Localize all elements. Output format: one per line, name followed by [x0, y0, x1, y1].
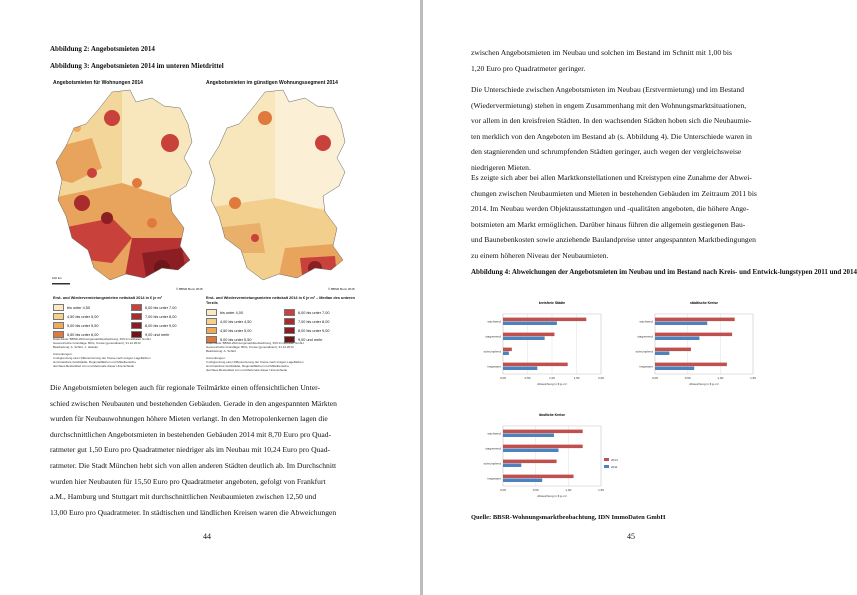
x-tick-label: 1,50 — [598, 488, 604, 492]
legend-swatch — [206, 318, 217, 325]
text-line: (Wiedervermietung) stehen in engem Zusammenhang mit den Wohnungsmarktsituationen, — [471, 100, 747, 110]
source-line: Geometrische Grundlage: BKG, Kreise (generalisiert), 31.12.2013 — [53, 340, 141, 345]
bar — [503, 434, 554, 438]
category-label: schrumpfend — [483, 349, 501, 354]
source-line: Geometrische Grundlage: BKG, Kreise (generalisiert), 31.12.2013 — [206, 344, 294, 349]
category-label: wachsend — [487, 319, 501, 324]
chart-laendliche-kreise — [471, 408, 618, 523]
legend-label: 4,50 bis unter 5,00 — [220, 328, 252, 333]
legend-label: 2014 — [611, 458, 618, 462]
figure-caption-2: Abbildung 2: Angebotsmieten 2014 — [50, 45, 155, 53]
legend-swatch — [131, 313, 142, 320]
legend-label: 2011 — [611, 465, 618, 469]
x-tick-label: 1,00 — [565, 488, 572, 492]
legend-swatch — [284, 327, 295, 334]
source-note: Quelle: BBSR-Wohnungsmarktbeobachtung, IDN ImmoDaten GmbH — [471, 514, 666, 521]
page-left — [0, 0, 420, 595]
category-label: stagnierend — [485, 446, 501, 451]
map-right — [205, 88, 355, 293]
text-line: durchschnittlichen Angebotsmieten in bestehenden Gebäuden 2014 mit 8,70 Euro pro Quad- — [50, 429, 332, 439]
bar — [655, 352, 669, 356]
bar — [503, 479, 542, 483]
source-line: sind kreisfreie Großstädte, Regionalflächen und Mittelbereiche — [206, 363, 289, 368]
category-label: wachsend — [639, 319, 653, 324]
legend-swatch — [284, 318, 295, 325]
legend-item — [284, 327, 356, 334]
x-tick-label: 0,00 — [500, 376, 506, 380]
map-right-title: Angebotsmieten im günstigen Wohnungssegment 2014 — [206, 80, 338, 86]
category-label: wachsend — [487, 431, 501, 436]
bar — [503, 333, 554, 337]
text-line: zu einem höheren Niveau der Neubaumieten. — [471, 250, 609, 260]
legend-item — [53, 313, 125, 320]
legend-label: 7,00 bis unter 8,00 — [298, 319, 330, 324]
x-axis-label: Abweichung in € je m² — [537, 382, 567, 386]
legend-item — [131, 322, 203, 329]
source-line: Anmerkungen: — [53, 352, 73, 357]
text-line: ten merklich von den Angeboten im Bestand ab (s. Abbildung 4). Die Unterschiede waren in — [471, 131, 752, 141]
bar — [503, 430, 583, 434]
body-paragraph-left — [50, 380, 370, 520]
legend-swatch — [131, 304, 142, 311]
map-left-scale: 100 km — [52, 276, 62, 280]
bar — [655, 333, 732, 337]
map-left-title: Angebotsmieten für Wohnungen 2014 — [53, 80, 143, 86]
chart-title: kreisfreie Städte — [538, 301, 566, 305]
legend-item — [131, 304, 203, 311]
text-line: a.M., Hamburg und Stuttgart mit durchschnittlichen Neubaumieten zwischen 12,50 und — [50, 492, 317, 502]
legend-item — [284, 309, 356, 316]
chart-kreisfreie-staedte — [471, 296, 611, 411]
text-line: 13,00 Euro pro Quadratmeter. In städtischen und ländlichen Kreisen waren die Abweichungen — [50, 507, 337, 517]
legend-item — [206, 309, 278, 316]
legend-item — [284, 318, 356, 325]
map-right-source — [206, 342, 304, 372]
bar — [503, 322, 557, 326]
bar — [503, 337, 545, 341]
legend-label: 8,00 bis unter 9,00 — [145, 323, 177, 328]
x-tick-label: 1,00 — [717, 376, 724, 380]
legend-swatch — [604, 458, 609, 461]
text-line: zwischen Angebotsmieten im Neubau und solchen im Bestand im Schnitt mit 1,00 bis — [471, 48, 732, 57]
legend-item — [131, 313, 203, 320]
map-left-source — [53, 338, 151, 368]
bar — [655, 348, 691, 352]
source-line: Bearbeitung: A. Schürt — [206, 348, 237, 353]
map-right-copyright: © BBSR Bonn 2015 — [328, 287, 355, 291]
source-line: Datenbasis: BBSR-Wohnungsmarktbeobachtung, IDN ImmoDaten GmbH — [53, 337, 151, 341]
text-line: 1,20 Euro pro Quadratmeter geringer. — [471, 63, 586, 73]
chart-title: ländliche Kreise — [538, 413, 566, 417]
legend-label: 5,50 bis unter 6,00 — [67, 332, 99, 337]
legend-item — [206, 327, 278, 334]
x-axis-label: Abweichung in € je m² — [537, 494, 567, 498]
legend-item — [53, 304, 125, 311]
bar — [503, 464, 521, 468]
legend-label: bis unter 4,00 — [220, 310, 244, 315]
chart-staedtische-kreise — [623, 296, 763, 411]
source-line: durchaus Bestandteil von und Merkmale dieser Unterschiede — [206, 367, 288, 372]
text-line: ratmeter gut 1,50 Euro pro Quadratmeter niedriger als im Neubau mit 10,24 Euro pro Quad- — [50, 445, 331, 455]
legend-swatch — [206, 309, 217, 316]
map-left-copyright: © BBSR Bonn 2015 — [176, 287, 203, 291]
category-label: insgesamt — [487, 364, 501, 369]
legend-title: Erst- und Wiedervermietungsmieten nettokalt 2014 in € je m² – Median des unteren Terzils — [206, 296, 355, 305]
bar — [503, 318, 586, 322]
legend-title: Erst- und Wiedervermietungsmieten nettokalt 2014 in € je m² — [53, 296, 163, 300]
source-line: Anmerkungen: — [206, 356, 226, 361]
text-line: niedrigeren Mieten. — [471, 162, 531, 172]
bar — [655, 322, 707, 326]
bar — [503, 367, 537, 371]
bar — [655, 337, 699, 341]
legend-label: 9,00 und mehr — [145, 332, 170, 337]
bar — [655, 367, 694, 371]
bar — [503, 475, 574, 479]
legend-label: 7,00 bis unter 8,00 — [145, 314, 177, 319]
legend-label: 5,00 bis unter 5,50 — [220, 337, 252, 342]
body-paragraph-2 — [471, 82, 791, 176]
text-line: Die Unterschiede zwischen Angebotsmieten im Neubau (Erstvermietung) und im Bestand — [471, 85, 745, 94]
x-tick-label: 0,00 — [652, 376, 658, 380]
figure-caption-4 — [471, 267, 857, 278]
text-line: schied zwischen Neubauten und bestehenden Gebäuden. Gerade in den angespannten Märkten — [50, 398, 337, 408]
legend-swatch — [284, 309, 295, 316]
category-label: insgesamt — [639, 364, 653, 369]
page-number-right: 45 — [627, 532, 635, 541]
category-label: schrumpfend — [635, 349, 653, 354]
x-tick-label: 1,50 — [573, 376, 580, 380]
legend-swatch — [53, 322, 64, 329]
x-tick-label: 1,50 — [750, 376, 756, 380]
legend-label: 5,00 bis unter 5,50 — [67, 323, 99, 328]
x-tick-label: 1,00 — [549, 376, 555, 380]
legend-item — [206, 318, 278, 325]
legend-swatch — [131, 322, 142, 329]
x-tick-label: 0,50 — [684, 376, 691, 380]
x-tick-label: 2,00 — [598, 376, 604, 380]
figure-caption-3: Abbildung 3: Angebotsmieten 2014 im unteren Mietdrittel — [50, 62, 224, 70]
bar — [655, 363, 727, 367]
category-label: stagnierend — [485, 334, 501, 339]
text-line: wurden für Neubauwohnungen höhere Mieten verlangt. In den Metropolenkernen lagen die — [50, 414, 328, 424]
source-line: In Abgrenzung einer Differenzierung der Kreise nach einigen Lageflächen — [53, 355, 151, 360]
category-label: schrumpfend — [483, 461, 501, 466]
legend-swatch — [53, 304, 64, 311]
bar — [503, 445, 583, 449]
text-line: chungen zwischen Neubaumieten und Mieten in bestehenden Gebäuden im Zeitraum 2011 bis — [471, 188, 757, 198]
body-paragraph-3 — [471, 170, 791, 264]
legend-label: 6,00 bis unter 7,00 — [298, 310, 330, 315]
text-line: 2014. Im Neubau werden Objektausstattungen und -qualitäten angeboten, die höhere Ange- — [471, 204, 749, 214]
text-line: vor allem in den kreisfreien Städten. In den wachsenden Städten hoben sich die Neubaumie- — [471, 116, 752, 126]
x-tick-label: 0,50 — [524, 376, 531, 380]
legend-swatch — [53, 313, 64, 320]
bar — [503, 449, 559, 453]
source-line: In Abgrenzung einer Differenzierung der Kreise nach einigen Lageflächen — [206, 359, 304, 364]
source-line: durchaus Bestandteil von und Merkmale dieser Unterschiede — [53, 363, 135, 368]
map-right-legend — [206, 296, 356, 343]
legend-swatch — [206, 327, 217, 334]
category-label: stagnierend — [637, 334, 653, 339]
text-line: Es zeigte sich aber bei allen Marktkonstellationen und Kreistypen eine Zunahme der Abwei- — [471, 173, 752, 182]
map-left-legend — [53, 296, 203, 338]
body-paragraph-1 — [471, 45, 791, 76]
text-line: Die Angebotsmieten belegen auch für regionale Teilmärkte einen offensichtlichen Unter- — [50, 383, 320, 392]
germany-map-left — [52, 88, 202, 293]
source-line: Bearbeitung: A. Schürt, J. Hassler — [53, 344, 99, 349]
legend-label: 8,00 bis unter 9,00 — [298, 328, 330, 333]
bar — [503, 348, 512, 352]
germany-map-right — [205, 88, 355, 293]
page-right — [423, 0, 857, 595]
caption-line: lungstypen 2011 und 2014 — [779, 268, 857, 276]
x-axis-label: Abweichung in € je m² — [689, 382, 719, 386]
bar — [503, 352, 509, 356]
source-line: sind kreisfreie Großstädte, Regionalflächen und Mittelbereiche — [53, 359, 136, 364]
x-tick-label: 0,50 — [532, 488, 539, 492]
page-number-left: 44 — [203, 532, 211, 541]
legend-item — [53, 322, 125, 329]
text-line: den stagnierenden und schrumpfenden Städten geringer, auch wegen der vergleichsweise — [471, 147, 742, 157]
map-left — [52, 88, 202, 293]
text-line: ratmeter. Die Stadt München hebt sich von allen anderen Städten deutlich ab. Im Durchschnitt — [50, 460, 337, 470]
x-tick-label: 0,00 — [500, 488, 506, 492]
text-line: botsmieten am Markt ermöglichen. Darüber hinaus führen die allgemein gestiegenen Bau- — [471, 219, 746, 229]
category-label: insgesamt — [487, 476, 501, 481]
text-line: wurden hier Neubauten für 15,50 Euro pro Quadratmeter angeboten, gefolgt von Frankfurt — [50, 476, 326, 486]
text-line: und Baunebenkosten sowie anziehende Baulandpreise unter angespannten Marktbedingungen — [471, 235, 756, 245]
legend-label: 6,00 bis unter 7,00 — [145, 305, 177, 310]
bar — [503, 460, 557, 464]
legend-label: 9,00 und mehr — [298, 337, 323, 342]
legend-label: 4,00 bis unter 4,50 — [220, 319, 252, 324]
legend-swatch — [604, 465, 609, 468]
legend-label: bis unter 4,50 — [67, 305, 91, 310]
bar — [655, 318, 735, 322]
chart-title: städtische Kreise — [689, 301, 719, 305]
bar — [503, 363, 568, 367]
source-line: Datenbasis: BBSR-Wohnungsmarktbeobachtung, IDN ImmoDaten GmbH — [206, 341, 304, 345]
legend-label: 4,50 bis unter 5,00 — [67, 314, 99, 319]
caption-line: Abbildung 4: Abweichungen der Angebotsmieten im Neubau und im Bestand nach Kreis- und Entwick- — [471, 268, 780, 276]
